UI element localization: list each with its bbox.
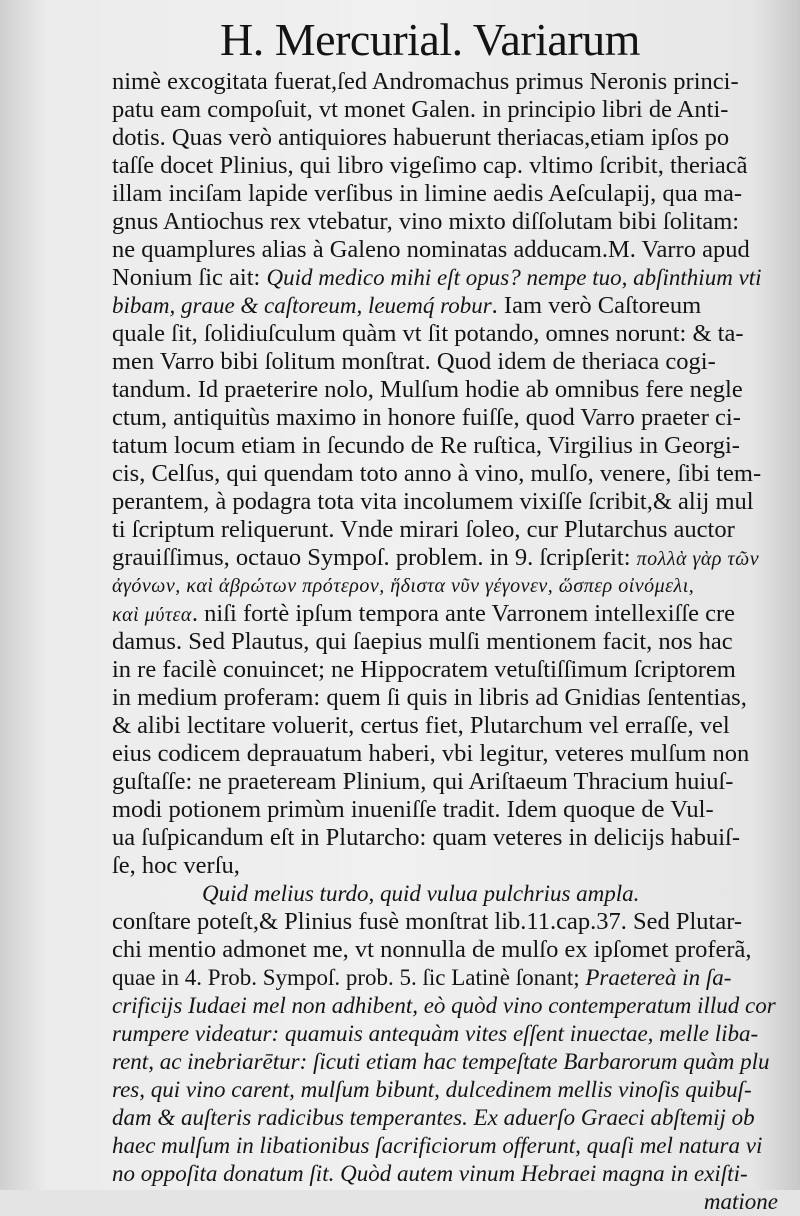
text-span: . niſi fortè ipſum tempora ante Varronem intellexiſſe cre (191, 600, 736, 627)
text-line: eius codicem deprauatum haberi, vbi legitur, veteres mulſum non (112, 740, 750, 767)
greek-text: καὶ μύτεα (112, 604, 192, 626)
italic-line: haec mulſum in libationibus ſacrificiorum offerunt, quaſi mel natura vi (112, 1133, 763, 1158)
text-line: cis, Celſus, qui quendam toto anno à vino, mulſo, venere, ſibi tem- (112, 460, 762, 487)
greek-line: ἀγόνων, καὶ ἀβρώτων πρότερον, ἥδιστα νῦν γέγονεν, ὥσπερ οἰνόμελι, (112, 575, 695, 597)
text-line: quale ſit, ſolidiuſculum quàm vt ſit potando, omnes norunt: & ta- (112, 320, 744, 347)
text-line: chi mentio admonet me, vt nonnulla de mulſo ex ipſomet proferã, (112, 936, 752, 963)
italic-line: rumpere videatur: quamuis antequàm vites eſſent inuectae, melle liba- (112, 1021, 759, 1046)
text-line: guſtaſſe: ne praeteream Plinium, qui Ariſtaeum Thracium huiuſ- (112, 768, 734, 795)
text-line (112, 544, 784, 572)
italic-line: crificijs Iudaei mel non adhibent, eò quòd vino contemperatum illud cor (112, 993, 776, 1018)
italic-line: res, qui vino carent, mulſum bibunt, dulcedinem mellis vinoſis quibuſ- (112, 1077, 752, 1102)
text-line: conſtare poteſt,& Plinius fusè monſtrat lib.11.cap.37. Sed Plutar- (112, 908, 743, 935)
greek-text: πολλὰ γὰρ τῶν (636, 548, 760, 570)
italic-line: no oppoſita donatum ſit. Quòd autem vinum Hebraei magna in exiſti- (112, 1161, 748, 1186)
text-line: ua ſuſpicandum eſt in Plutarcho: quam veteres in delicijs habuiſ- (112, 824, 740, 851)
text-line: nimè excogitata fuerat,ſed Andromachus primus Neronis princi- (112, 68, 739, 95)
italic-line: rent, ac inebriarētur: ſicuti etiam hac tempeſtate Barbarorum quàm plu (112, 1049, 770, 1074)
text-span: . Iam verò Caſtoreum (491, 292, 702, 319)
text-line: dotis. Quas verò antiquiores habuerunt theriacas,etiam ipſos po (112, 124, 730, 151)
text-span: Nonium ſic ait: (112, 264, 267, 291)
catchword: matione (703, 1189, 778, 1214)
text-line: perantem, à podagra tota vita incolumem vixiſſe ſcribit,& alij mul (112, 488, 754, 515)
text-line: taſſe docet Plinius, qui libro vigeſimo cap. vltimo ſcribit, theriacã (112, 152, 748, 179)
text-body (112, 68, 784, 1216)
text-line: ti ſcriptum reliquerunt. Vnde mirari ſoleo, cur Plutarchus auctor (112, 516, 735, 543)
italic-line: dam & auſteris radicibus temperantes. Ex aduerſo Graeci abſtemij ob (112, 1105, 755, 1130)
text-line: illam inciſam lapide verſibus in limine aedis Aeſculapij, qua ma- (112, 180, 743, 207)
text-line: & alibi lectitare voluerit, certus fiet, Plutarchum vel erraſſe, vel (112, 712, 730, 739)
text-line: ctum, antiquitùs maximo in honore fuiſſe, quod Varro praeter ci- (112, 404, 741, 431)
text-line: modi potionem primùm inueniſſe tradit. Idem quoque de Vul- (112, 796, 714, 823)
quotation-italic: bibam, graue & caſtoreum, leuemq́ robur (112, 293, 492, 318)
text-line: ſe, hoc verſu, (112, 852, 240, 879)
text-span: grauiſſimus, octauo Sympoſ. problem. in 9. ſcripſerit: (112, 544, 637, 571)
quotation-italic: Quid medico mihi eſt opus? nempe tuo, abſinthium vti (266, 265, 762, 290)
text-line (112, 964, 784, 992)
quotation-italic: Praetereà in ſa- (585, 965, 732, 990)
text-line (112, 292, 784, 320)
text-line: damus. Sed Plautus, qui ſaepius mulſi mentionem facit, nos hac (112, 628, 733, 655)
text-line: patu eam compoſuit, vt monet Galen. in principio libri de Anti- (112, 96, 729, 123)
text-line: in medium proferam: quem ſi quis in libris ad Gnidias ſententias, (112, 684, 747, 711)
text-line: tatum locum etiam in ſecundo de Re ruſtica, Virgilius in Georgi- (112, 432, 740, 459)
text-line: ne quamplures alias à Galeno nominatas adducam.M. Varro apud (112, 236, 750, 263)
verse-quotation: Quid melius turdo, quid vulua pulchrius ampla. (202, 881, 640, 906)
text-span: quae in 4. Prob. Sympoſ. prob. 5. ſic Latinè ſonant; (112, 965, 586, 990)
text-line: in re facilè conuincet; ne Hippocratem vetuſtiſſimum ſcriptorem (112, 656, 736, 683)
text-line (112, 600, 784, 628)
text-line: men Varro bibi ſolitum monſtrat. Quod idem de theriaca cogi- (112, 348, 716, 375)
text-line: tandum. Id praeterire nolo, Mulſum hodie ab omnibus fere negle (112, 376, 743, 403)
text-line: gnus Antiochus rex vtebatur, vino mixto diſſolutam bibi ſolitam: (112, 208, 740, 235)
running-header: H. Mercurial. Variarum (220, 14, 640, 65)
text-line (112, 264, 784, 292)
